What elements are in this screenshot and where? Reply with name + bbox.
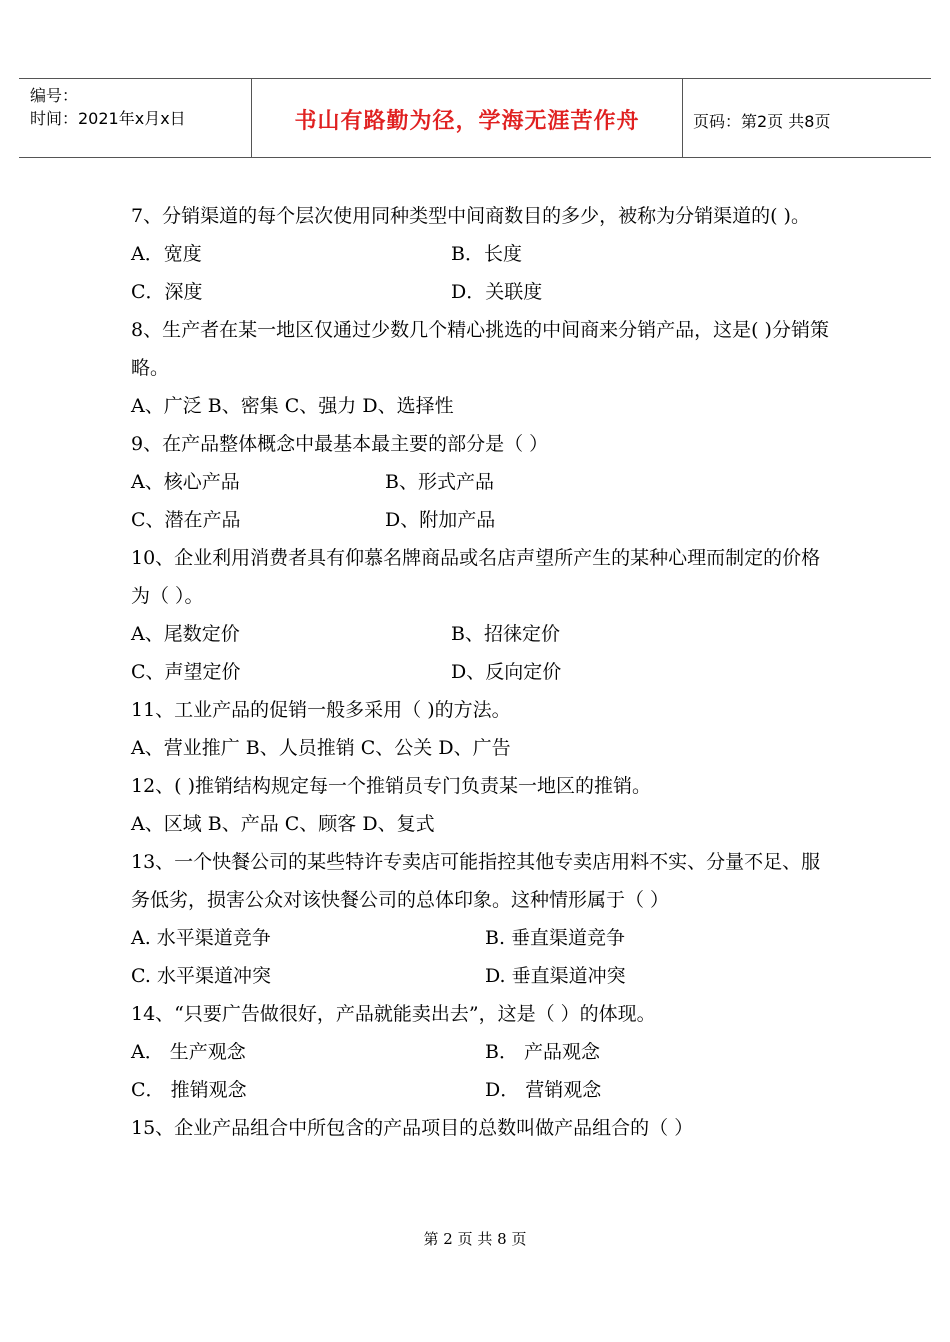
question-13: 13、一个快餐公司的某些特许专卖店可能指控其他专卖店用料不实、分量不足、服务低劣，损害公众对该快餐公司的总体印象。这种情形属于（ ） — [131, 851, 821, 911]
question-list — [131, 197, 831, 1147]
option-d: D．关联度 — [451, 281, 543, 303]
option-b: B． 产品观念 — [485, 1041, 601, 1063]
options-line: A、区域 B、产品 C、顾客 D、复式 — [131, 813, 435, 835]
question-7: 7、分销渠道的每个层次使用同种类型中间商数目的多少，被称为分销渠道的( )。 — [131, 205, 810, 227]
option-d: D、附加产品 — [385, 509, 496, 531]
option-b: B、形式产品 — [385, 471, 494, 493]
option-b: B、招徕定价 — [451, 623, 560, 645]
option-c: C. 水平渠道冲突 — [131, 965, 271, 987]
serial-label: 编号： — [30, 86, 79, 105]
page-header — [19, 78, 931, 158]
option-a: A．宽度 — [131, 243, 202, 265]
option-a: A. 水平渠道竞争 — [131, 927, 271, 949]
option-c: C． 推销观念 — [131, 1079, 247, 1101]
motto: 书山有路勤为径，学海无涯苦作舟 — [294, 109, 640, 134]
question-12: 12、( )推销结构规定每一个推销员专门负责某一地区的推销。 — [131, 775, 652, 797]
question-10: 10、企业利用消费者具有仰慕名牌商品或名店声望所产生的某种心理而制定的价格为（ ）。 — [131, 547, 821, 607]
page-footer: 第 2 页 共 8 页 — [423, 1230, 527, 1248]
page-label: 页码：第2页 共8页 — [693, 112, 831, 131]
options-line: A、营业推广 B、人员推销 C、公关 D、广告 — [131, 737, 511, 759]
options-row — [131, 273, 831, 311]
option-d: D. 垂直渠道冲突 — [485, 965, 626, 987]
option-c: C、声望定价 — [131, 661, 241, 683]
header-page-cell — [683, 79, 931, 157]
question-15: 15、企业产品组合中所包含的产品项目的总数叫做产品组合的（ ） — [131, 1117, 694, 1139]
header-meta-cell — [19, 79, 252, 157]
options-row — [131, 463, 831, 501]
options-line: A、广泛 B、密集 C、强力 D、选择性 — [131, 395, 454, 417]
options-row — [131, 1033, 831, 1071]
option-c: C．深度 — [131, 281, 203, 303]
option-a: A． 生产观念 — [131, 1041, 246, 1063]
option-a: A、核心产品 — [131, 471, 240, 493]
option-a: A、尾数定价 — [131, 623, 240, 645]
header-motto-cell — [252, 79, 683, 157]
option-d: D． 营销观念 — [485, 1079, 602, 1101]
options-row — [131, 653, 831, 691]
question-8: 8、生产者在某一地区仅通过少数几个精心挑选的中间商来分销产品，这是( )分销策略。 — [131, 319, 829, 379]
options-row — [131, 235, 831, 273]
option-b: B. 垂直渠道竞争 — [485, 927, 626, 949]
question-9: 9、在产品整体概念中最基本最主要的部分是（ ） — [131, 433, 549, 455]
option-d: D、反向定价 — [451, 661, 562, 683]
options-row — [131, 957, 831, 995]
options-row — [131, 501, 831, 539]
question-14: 14、“只要广告做很好，产品就能卖出去”，这是（ ）的体现。 — [131, 1003, 656, 1025]
time-label: 时间：2021年x月x日 — [30, 109, 186, 128]
question-11: 11、工业产品的促销一般多采用（ )的方法。 — [131, 699, 511, 721]
option-c: C、潜在产品 — [131, 509, 241, 531]
options-row — [131, 1071, 831, 1109]
options-row — [131, 615, 831, 653]
option-b: B．长度 — [451, 243, 522, 265]
options-row — [131, 919, 831, 957]
